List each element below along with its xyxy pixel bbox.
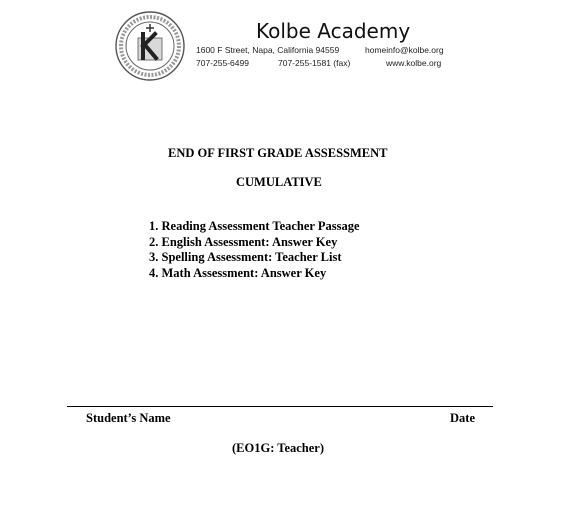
school-address: 1600 F Street, Napa, California 94559: [196, 45, 340, 55]
student-name-label: Student’s Name: [86, 411, 171, 425]
list-item: 1. Reading Assessment Teacher Passage: [149, 219, 360, 233]
kolbe-academy-seal-icon: [114, 10, 186, 82]
document-subtitle: CUMULATIVE: [236, 175, 322, 189]
school-email: homeinfo@kolbe.org: [365, 45, 444, 55]
list-item: 3. Spelling Assessment: Teacher List: [149, 250, 342, 264]
school-fax: 707-255-1581 (fax): [278, 58, 351, 68]
document-title: END OF FIRST GRADE ASSESSMENT: [168, 146, 388, 160]
assessment-list: [149, 219, 360, 281]
school-phone: 707-255-6499: [196, 58, 249, 68]
list-item: 4. Math Assessment: Answer Key: [149, 265, 327, 280]
signature-line: [67, 406, 493, 407]
school-name: Kolbe Academy: [256, 19, 411, 43]
list-item: 2. English Assessment: Answer Key: [149, 234, 338, 249]
form-code: (EO1G: Teacher): [232, 441, 325, 455]
date-label: Date: [450, 411, 475, 425]
school-website: www.kolbe.org: [386, 58, 442, 68]
